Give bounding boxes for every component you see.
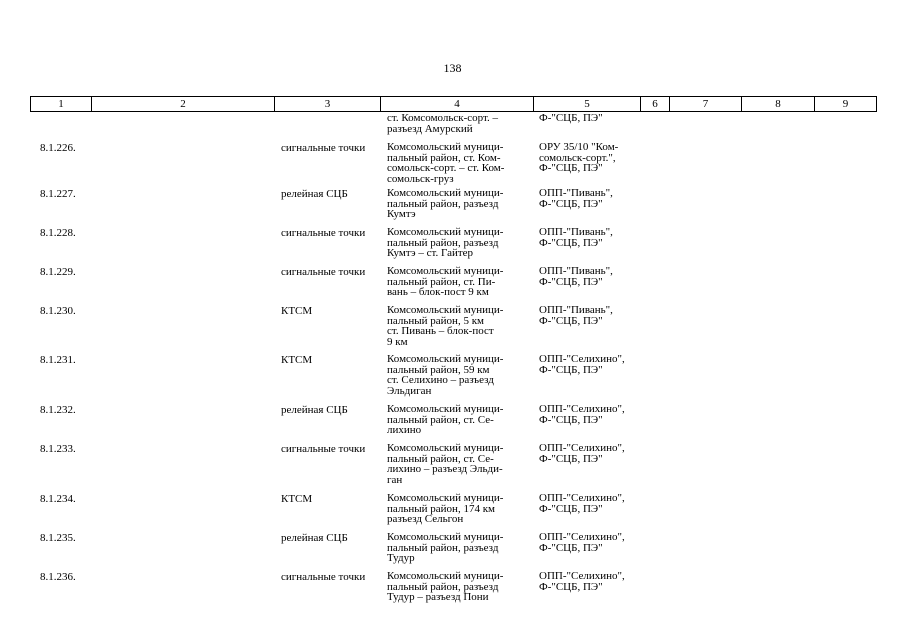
object-type: релейная СЦБ: [281, 188, 348, 200]
location-line: ст. Селихино – разъезд: [387, 374, 494, 386]
location-line: Комсомольский муници-: [387, 265, 504, 277]
object-type: КТСМ: [281, 493, 313, 505]
owner: [539, 266, 654, 287]
row-number: 8.1.236.: [40, 571, 76, 583]
location-line: сомольск-сорт. – ст. Ком-: [387, 162, 505, 174]
location-line: Комсомольский муници-: [387, 403, 504, 415]
location-line: Комсомольский муници-: [387, 353, 504, 365]
row-number: 8.1.235.: [40, 532, 76, 544]
owner: [539, 188, 654, 209]
owner-line: Ф-"СЦБ, ПЭ": [539, 541, 603, 554]
location-line: пальный район, 5 км: [387, 314, 484, 327]
owner-line: ОРУ 35/10 "Ком-: [539, 141, 619, 153]
owner-line: ОПП-"Селихино",: [539, 353, 625, 365]
location-line: пальный район, ст. Ком-: [387, 151, 501, 164]
column-header-7: 7: [670, 97, 742, 112]
carryover-location: [387, 113, 532, 134]
owner: [539, 142, 654, 174]
owner: [539, 571, 654, 592]
location-line: Кумтэ: [387, 208, 416, 220]
location-line: Комсомольский муници-: [387, 570, 504, 582]
location-line: Эльдиган: [387, 384, 432, 397]
location-line: Кумтэ – ст. Гайтер: [387, 247, 474, 259]
owner-line: ОПП-"Пивань",: [539, 265, 613, 277]
owner-line: ОПП-"Селихино",: [539, 570, 625, 582]
object-type: сигнальные точки: [281, 227, 366, 239]
location-line: сомольск-груз: [387, 172, 454, 185]
location-line: Тудур – разъезд Пони: [387, 591, 489, 603]
location-line: Комсомольский муници-: [387, 304, 504, 316]
location-line: ст. Комсомольск-сорт. –: [387, 112, 499, 124]
owner-line: ОПП-"Селихино",: [539, 403, 625, 415]
owner-line: ОПП-"Пивань",: [539, 187, 613, 199]
location-line: пальный район, ст. Се-: [387, 452, 494, 465]
location: [387, 493, 532, 525]
row-number: 8.1.233.: [40, 443, 76, 455]
owner: [539, 227, 654, 248]
location: [387, 443, 532, 485]
location-line: 9 км: [387, 335, 408, 348]
location: [387, 532, 532, 564]
location-line: пальный район, разъезд: [387, 197, 499, 210]
location-line: пальный район, ст. Пи-: [387, 275, 496, 288]
owner-line: Ф-"СЦБ, ПЭ": [539, 236, 603, 249]
location-line: пальный район, разъезд: [387, 236, 499, 249]
location: [387, 266, 532, 298]
owner: [539, 493, 654, 514]
location-line: Комсомольский муници-: [387, 187, 504, 199]
location-line: лихино – разъезд Эльди-: [387, 463, 503, 475]
object-type: сигнальные точки: [281, 571, 366, 583]
location-line: вань – блок-пост 9 км: [387, 286, 489, 298]
owner-line: Ф-"СЦБ, ПЭ": [539, 112, 603, 124]
location-line: Комсомольский муници-: [387, 531, 504, 543]
location-line: разъезд Амурский: [387, 122, 473, 135]
row-number: 8.1.230.: [40, 305, 76, 317]
location-line: ст. Пивань – блок-пост: [387, 325, 494, 337]
column-header-9: 9: [815, 97, 877, 112]
location-line: пальный район, разъезд: [387, 580, 499, 593]
owner-line: Ф-"СЦБ, ПЭ": [539, 452, 603, 465]
object-type: релейная СЦБ: [281, 532, 348, 544]
location: [387, 571, 532, 603]
object-type: сигнальные точки: [281, 142, 366, 154]
location-line: разъезд Сельгон: [387, 513, 464, 525]
owner: [539, 404, 654, 425]
object-type: релейная СЦБ: [281, 404, 348, 416]
location-line: Комсомольский муници-: [387, 141, 504, 153]
column-header-8: 8: [742, 97, 815, 112]
owner: [539, 354, 654, 375]
location-line: ган: [387, 473, 403, 486]
owner-line: Ф-"СЦБ, ПЭ": [539, 314, 603, 327]
object-type: сигнальные точки: [281, 266, 366, 278]
owner: [539, 443, 654, 464]
row-number: 8.1.227.: [40, 188, 76, 200]
page-number: 138: [443, 61, 462, 75]
location-line: пальный район, 59 км: [387, 363, 490, 376]
owner: [539, 305, 654, 326]
owner: [539, 532, 654, 553]
object-type: КТСМ: [281, 305, 313, 317]
owner-line: ОПП-"Селихино",: [539, 442, 625, 454]
location: [387, 188, 532, 220]
location-line: Комсомольский муници-: [387, 226, 504, 238]
location-line: лихино: [387, 424, 422, 436]
owner-line: Ф-"СЦБ, ПЭ": [539, 363, 603, 376]
location: [387, 404, 532, 436]
location-line: пальный район, разъезд: [387, 541, 499, 554]
owner-line: ОПП-"Пивань",: [539, 304, 613, 316]
owner-line: Ф-"СЦБ, ПЭ": [539, 197, 603, 210]
row-number: 8.1.232.: [40, 404, 76, 416]
object-type: КТСМ: [281, 354, 313, 366]
column-header-3: 3: [275, 97, 381, 112]
column-header-2: 2: [92, 97, 275, 112]
column-header-6: 6: [641, 97, 670, 112]
location: [387, 142, 532, 184]
owner-line: Ф-"СЦБ, ПЭ": [539, 275, 603, 288]
row-number: 8.1.229.: [40, 266, 76, 278]
location-line: Комсомольский муници-: [387, 492, 504, 504]
column-header-row: [30, 96, 877, 112]
location: [387, 354, 532, 396]
owner-line: ОПП-"Селихино",: [539, 531, 625, 543]
location: [387, 305, 532, 347]
owner-line: ОПП-"Селихино",: [539, 492, 625, 504]
row-number: 8.1.234.: [40, 493, 76, 505]
column-header-1: 1: [31, 97, 92, 112]
owner-line: Ф-"СЦБ, ПЭ": [539, 580, 603, 593]
column-header-5: 5: [534, 97, 641, 112]
object-type: сигнальные точки: [281, 443, 366, 455]
owner-line: Ф-"СЦБ, ПЭ": [539, 413, 603, 426]
location-line: Тудур: [387, 552, 415, 564]
owner-line: Ф-"СЦБ, ПЭ": [539, 162, 603, 174]
row-number: 8.1.231.: [40, 354, 76, 366]
location: [387, 227, 532, 259]
location-line: пальный район, ст. Се-: [387, 413, 494, 426]
owner-line: сомольск-сорт.",: [539, 151, 616, 164]
row-number: 8.1.226.: [40, 142, 76, 154]
owner-line: ОПП-"Пивань",: [539, 226, 613, 238]
location-line: Комсомольский муници-: [387, 442, 504, 454]
row-number: 8.1.228.: [40, 227, 76, 239]
column-header-4: 4: [381, 97, 534, 112]
location-line: пальный район, 174 км: [387, 502, 495, 515]
owner-line: Ф-"СЦБ, ПЭ": [539, 502, 603, 515]
carryover-owner: [539, 113, 654, 124]
